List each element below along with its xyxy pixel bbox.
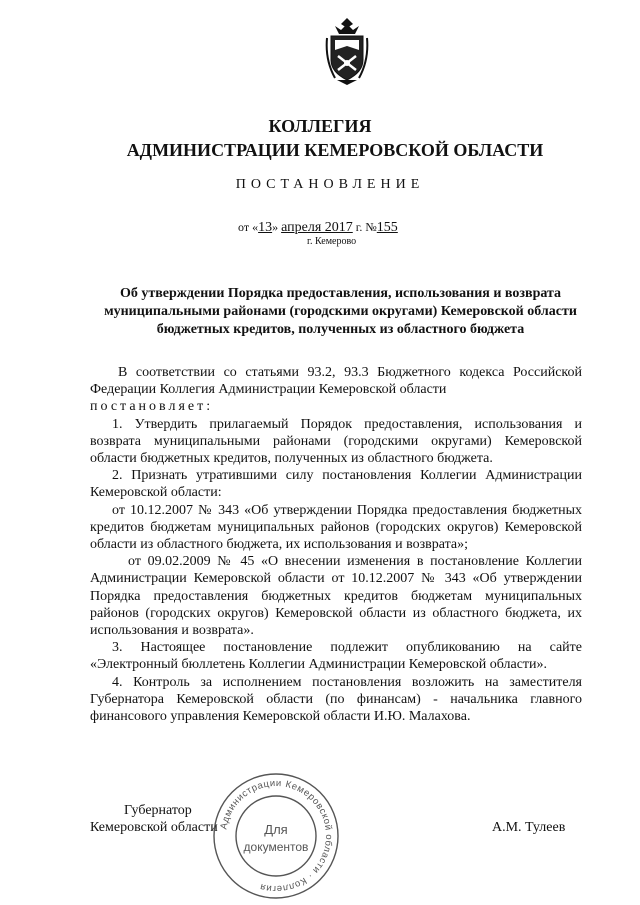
signatory-region: Кемеровской области: [90, 820, 218, 835]
date-prefix: от «: [238, 220, 259, 234]
item-1: 1. Утвердить прилагаемый Порядок предоставления, использования и возврата муниципальными районами (городскими округами) Кемеровской области бюджетных кредитов, полученных из областного бюджета.: [90, 416, 582, 467]
date-mid: »: [272, 220, 279, 234]
stamp-center-line1: Для: [264, 822, 288, 837]
resolves-word: постановляет:: [90, 399, 214, 415]
signatory-name: А.М. Тулеев: [492, 820, 566, 835]
item-4: 4. Контроль за исполнением постановления возложить на заместителя Губернатора Кемеровской области (по финансам) - начальника главного финансового управления Кемеровской области И.Ю. Малахова.: [90, 674, 582, 725]
intro-paragraph: В соответствии со статьями 93.2, 93.3 Бюджетного кодекса Российской Федерации Коллегия Администрации Кемеровской области: [90, 365, 582, 398]
coat-of-arms-icon: [325, 16, 369, 86]
document-type: ПОСТАНОВЛЕНИЕ: [235, 177, 425, 192]
item-2: 2. Признать утратившими силу постановления Коллегии Администрации Кемеровской области:: [90, 468, 582, 501]
stamp-ring-text: Администрации Кемеровской области · Коллегия: [218, 777, 335, 895]
org-name-line2: АДМИНИСТРАЦИИ КЕМЕРОВСКОЙ ОБЛАСТИ: [126, 140, 544, 160]
stamp-icon: [212, 772, 340, 900]
org-name-line1: КОЛЛЕГИЯ: [268, 116, 372, 136]
date-number-line: [238, 219, 398, 236]
item-2a: от 10.12.2007 № 343 «Об утверждении Порядка предоставления бюджетных кредитов бюджетам муниципальных районов (городских округов) Кемеровской области из областного бюджета, их использования и возврата»;: [90, 502, 582, 553]
stamp-center-line2: документов: [243, 840, 309, 854]
document-body: [90, 364, 582, 725]
document-title: Об утверждении Порядка предоставления, использования и возврата муниципальными районами (городскими округами) Кемеровской области бюджетных кредитов, полученных из областного бюджета: [104, 286, 577, 337]
date-year-suffix: г.: [355, 220, 363, 234]
item-2b: от 09.02.2009 № 45 «О внесении изменения в постановление Коллегии Администрации Кемеровской области от 10.12.2007 № 343 «Об утверждении Порядка предоставления бюджетных кредитов бюджетам муниципальных районов (городских округов) Кемеровской области из областного бюджета, их использования и возврата».: [90, 554, 582, 639]
date-month-year: апреля 2017: [281, 220, 353, 235]
item-3: 3. Настоящее постановление подлежит опубликованию на сайте «Электронный бюллетень Коллегии Администрации Кемеровской области».: [90, 640, 582, 673]
signatory-title: Губернатор: [124, 803, 192, 818]
document-number: 155: [376, 220, 398, 235]
date-day: 13: [258, 220, 273, 235]
number-label: №: [365, 220, 377, 234]
city: г. Кемерово: [307, 236, 357, 247]
